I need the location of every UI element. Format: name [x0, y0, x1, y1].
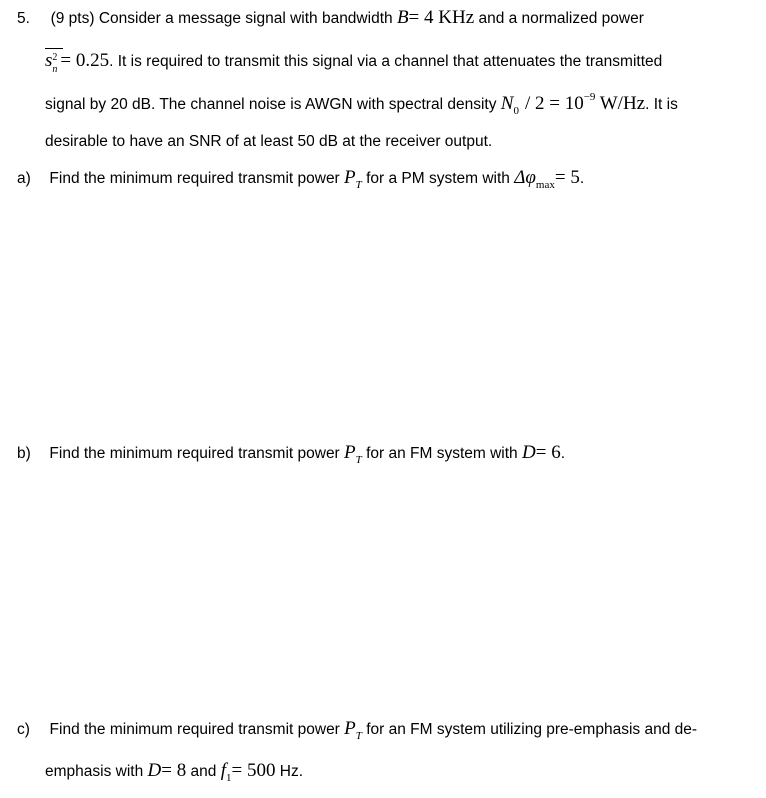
problem-line-2-text: . It is required to transmit this signal via a channel that attenuates the transmitted [109, 53, 663, 70]
part-c-label: c) [17, 721, 30, 738]
part-c-frequency-unit: Hz. [279, 763, 304, 780]
part-c-power-variable: P [344, 718, 356, 739]
noise-variable: N [500, 93, 514, 114]
bandwidth-value: = 4 KHz [408, 7, 475, 28]
part-b-end: . [560, 445, 566, 462]
problem-line-3-text: signal by 20 dB. The channel noise is AWGN with spectral density [45, 96, 497, 113]
part-b-deviation-ratio-value: = 6 [535, 442, 561, 463]
part-a-label: a) [17, 170, 31, 187]
problem-number: 5. [17, 10, 30, 27]
part-c-deviation-ratio-value: = 8 [161, 760, 187, 781]
problem-line-2 [45, 50, 663, 75]
part-c-frequency-variable: f [220, 760, 227, 781]
part-b-text-2: for an FM system with [366, 445, 518, 462]
part-c-deviation-ratio-variable: D [147, 760, 162, 781]
part-a-phase-subscript: max [535, 179, 555, 191]
part-c-line-1 [17, 719, 697, 741]
problem-line-3 [45, 91, 678, 117]
part-b-text: Find the minimum required transmit power [49, 445, 340, 462]
noise-subscript: 0 [513, 105, 519, 117]
part-b-line [17, 443, 565, 465]
part-c-frequency-subscript: 1 [226, 772, 232, 784]
normalized-power-symbol [45, 50, 60, 75]
power-variable: s [45, 50, 53, 71]
part-b-power-variable: P [344, 442, 356, 463]
noise-equation: / 2 = 10 [524, 93, 584, 114]
part-b-power-subscript: T [355, 454, 362, 466]
part-a-text: Find the minimum required transmit power [49, 170, 340, 187]
problem-line-4 [45, 132, 492, 152]
part-c-line-2 [45, 761, 303, 783]
problem-line-1 [17, 8, 644, 29]
problem-intro-text: Consider a message signal with bandwidth [98, 10, 393, 27]
part-a-line [17, 168, 584, 190]
part-a-phase-deviation: Δφ [514, 167, 536, 188]
normalized-power-value: = 0.25 [60, 50, 110, 71]
noise-unit: W/Hz [599, 93, 646, 114]
part-b-label: b) [17, 445, 31, 462]
power-subscript: n [52, 63, 58, 75]
part-c-line-2-text: emphasis with [45, 763, 144, 780]
part-c-text: Find the minimum required transmit power [49, 721, 340, 738]
problem-points: (9 pts) [50, 10, 95, 27]
part-c-text-2: for an FM system utilizing pre-emphasis and de- [366, 721, 698, 738]
part-a-power-subscript: T [355, 179, 362, 191]
power-indices [52, 51, 60, 75]
part-c-frequency-value: = 500 [231, 760, 276, 781]
problem-line-3-end: . It is [645, 96, 678, 113]
part-a-power-variable: P [344, 167, 356, 188]
part-c-and-text: and [190, 763, 217, 780]
power-superscript: 2 [52, 51, 58, 63]
problem-line-4-text: desirable to have an SNR of at least 50 dB at the receiver output. [45, 133, 493, 150]
part-a-end: . [579, 170, 585, 187]
part-c-power-subscript: T [355, 730, 362, 742]
part-a-phase-value: = 5 [554, 167, 580, 188]
bandwidth-variable: B [396, 7, 409, 28]
part-a-text-2: for a PM system with [366, 170, 510, 187]
part-b-deviation-ratio-variable: D [522, 442, 536, 463]
noise-exponent: −9 [583, 91, 596, 103]
problem-intro-end: and a normalized power [478, 10, 644, 27]
